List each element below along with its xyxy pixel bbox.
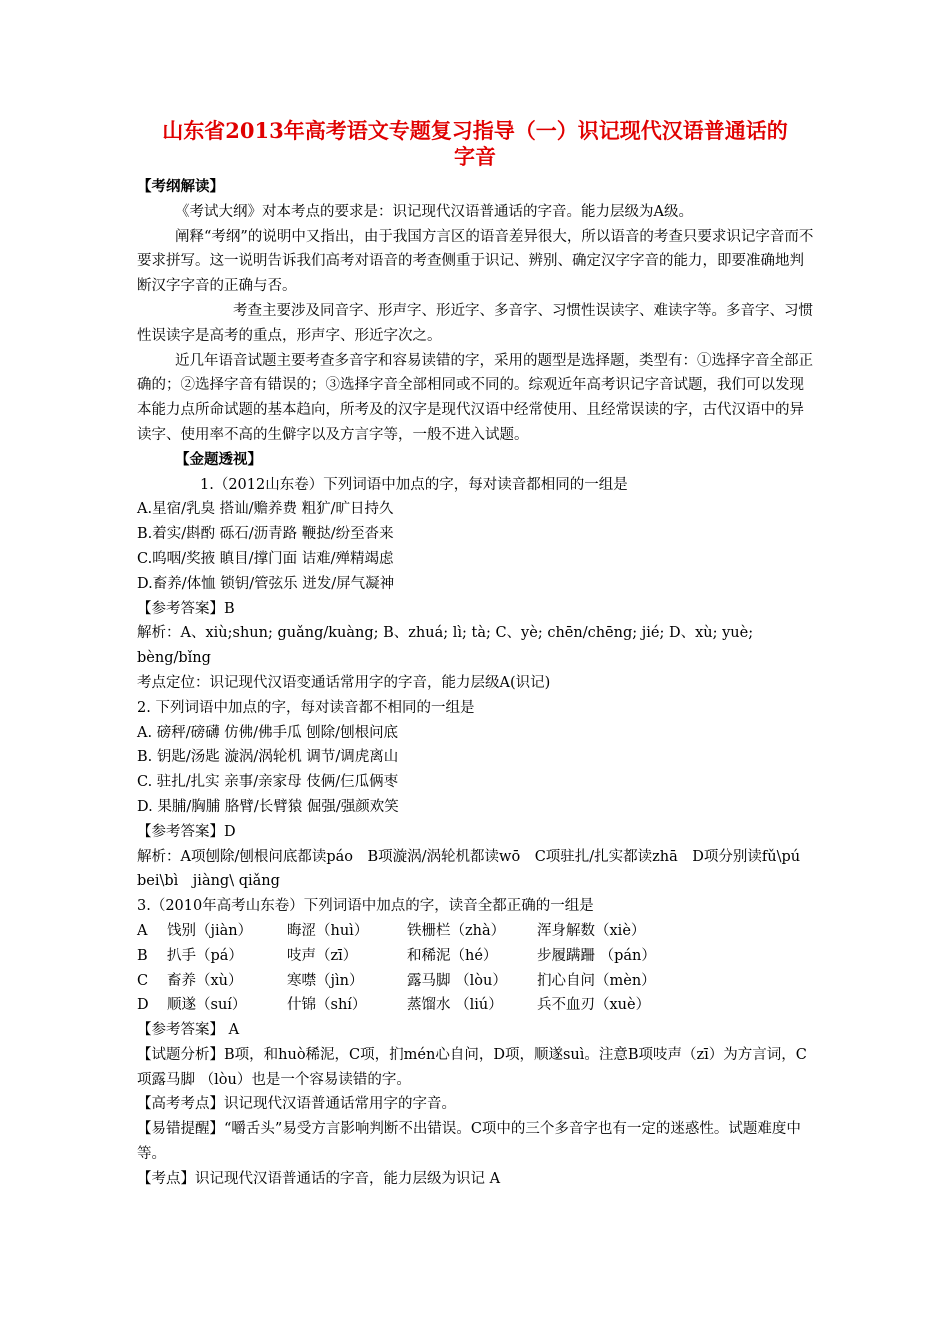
document-title (100, 118, 850, 170)
option-letter: B (137, 947, 148, 964)
question-2-option-b: B. 钥匙/汤匙 漩涡/涡轮机 调节/调虎离山 (137, 749, 399, 766)
section-heading-jinti: 【金题透视】 (175, 450, 262, 468)
question-3-gaokao-point: 【高考考点】识记现代汉语普通话常用字的字音。 (137, 1096, 456, 1113)
paragraph-1: 《考试大纲》对本考点的要求是：识记现代汉语普通话的字音。能力层级为A级。 (175, 203, 693, 220)
question-3-answer: 【参考答案】 A (137, 1022, 240, 1039)
option-word: 浑身解数（xiè） (537, 922, 646, 939)
question-2-stem: 2. 下列词语中加点的字，每对读音都不相同的一组是 (137, 699, 475, 716)
question-3-option-row (137, 919, 817, 944)
option-word: 畜养（xù） (167, 972, 243, 989)
question-2-answer: 【参考答案】D (137, 823, 236, 840)
paragraph-3: 考查主要涉及同音字、形声字、形近字、多音字、习惯性误读字、难读字等。多音字、习惯性误读字是高考的重点，形声字、形近字次之。 (137, 302, 813, 344)
option-word: 步履蹒跚 （pán） (537, 947, 656, 964)
title-line-2: 字音 (454, 144, 496, 169)
question-1-option-d: D.畜养/体恤 锁钥/管弦乐 迸发/屏气凝神 (137, 575, 395, 592)
option-word: 扒手（pá） (167, 947, 243, 964)
question-2-analysis: 解析：A项刨除/刨根问底都读páo B项漩涡/涡轮机都读wō C项驻扎/扎实都读zhā D项分别读fǔ\pú bei\bì jiàng\ qiǎng (137, 848, 815, 890)
question-1-analysis: 解析：A、xiù;shun; guǎng/kuàng; B、zhuá; lì; tà; C、yè; chēn/chēng; jié; D、xù; yuè; bèng/bǐng (137, 625, 754, 667)
question-3-stem: 3.（2010年高考山东卷）下列词语中加点的字，读音全都正确的一组是 (137, 898, 594, 915)
question-2-option-c: C. 驻扎/扎实 亲事/亲家母 伎俩/仨瓜俩枣 (137, 774, 399, 791)
question-1-option-a: A.星宿/乳臭 搭讪/赡养费 粗犷/旷日持久 (137, 501, 394, 518)
question-1-answer: 【参考答案】B (137, 600, 235, 617)
title-line-1: 山东省2013年高考语文专题复习指导（一）识记现代汉语普通话的 (162, 118, 788, 143)
question-3-option-row (137, 969, 817, 994)
option-word: 露马脚 （lòu） (407, 972, 507, 989)
option-word: 顺遂（suí） (167, 997, 247, 1014)
option-word: 蒸馏水 （liú） (407, 997, 503, 1014)
option-word: 饯别（jiàn） (167, 922, 253, 939)
option-word: 兵不血刃（xuè） (537, 997, 651, 1014)
question-3-mistake-note: 【易错提醒】“嚼舌头”易受方言影响判断不出错误。C项中的三个多音字也有一定的迷惑性。试题难度中等。 (137, 1121, 801, 1163)
option-word: 吱声（zī） (287, 947, 358, 964)
question-2-option-a: A. 磅秤/磅礴 仿佛/佛手瓜 刨除/刨根问底 (137, 724, 399, 741)
question-1-option-c: C.呜咽/奖掖 瞋目/撑门面 诘难/殚精竭虑 (137, 550, 394, 567)
question-3-analysis: 【试题分析】B项，和huò稀泥，C项，扪mén心自问，D项，顺遂suì。注意B项吱声（zī）为方言词，C项露马脚 （lòu）也是一个容易读错的字。 (137, 1046, 807, 1088)
option-letter: A (137, 922, 148, 939)
option-word: 寒噤（jìn） (287, 972, 364, 989)
paragraph-2: 阐释“考纲”的说明中又指出，由于我国方言区的语音差异很大，所以语音的考查只要求识记字音而不要求拼写。这一说明告诉我们高考对语音的考查侧重于识记、辨别、确定汉字字音的能力，即要准确地判断汉字字音的正确与否。 (137, 228, 814, 295)
question-1-point: 考点定位：识记现代汉语变通话常用字的字音，能力层级A(识记) (137, 674, 551, 691)
section-heading-kaogang: 【考纲解读】 (137, 178, 224, 195)
question-1-stem: 1.（2012山东卷）下列词语中加点的字，每对读音都相同的一组是 (200, 476, 628, 493)
question-3-option-row (137, 944, 817, 969)
option-letter: D (137, 997, 149, 1014)
document-body (137, 175, 817, 1192)
question-3-option-row (137, 993, 817, 1018)
question-3-point: 【考点】识记现代汉语普通话的字音，能力层级为识记 A (137, 1170, 501, 1187)
question-1-option-b: B.着实/斟酌 砾石/沥青路 鞭挞/纷至沓来 (137, 526, 394, 543)
paragraph-4: 近几年语音试题主要考查多音字和容易读错的字，采用的题型是选择题，类型有：①选择字音全部正确的；②选择字音有错误的；③选择字音全部相同或不同的。综观近年高考识记字音试题，我们可以发现本能力点所命试题的基本趋向，所考及的汉字是现代汉语中经常使用、且经常误读的字，古代汉语中的异读字、使用率不高的生僻字以及方言字等，一般不进入试题。 (137, 352, 813, 443)
option-letter: C (137, 972, 149, 989)
option-word: 晦涩（huì） (287, 922, 369, 939)
option-word: 和稀泥（hé） (407, 947, 498, 964)
option-word: 扪心自问（mèn） (537, 972, 656, 989)
question-2-option-d: D. 果脯/胸脯 胳臂/长臂猿 倔强/强颜欢笑 (137, 798, 399, 815)
option-word: 什锦（shí） (287, 997, 367, 1014)
option-word: 铁栅栏（zhà） (407, 922, 506, 939)
